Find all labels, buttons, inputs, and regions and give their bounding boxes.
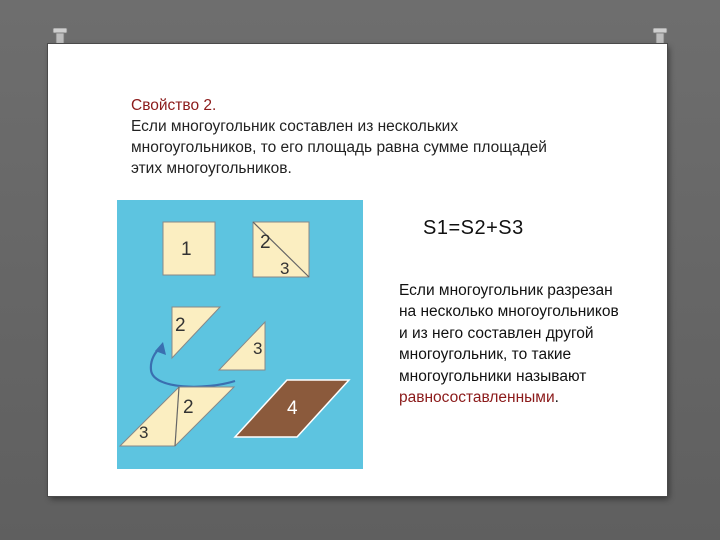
label-parallelogram-4: 4 xyxy=(287,398,298,419)
explanation-period: . xyxy=(554,389,559,407)
label-split-3: 3 xyxy=(280,259,290,278)
explanation-text xyxy=(399,280,629,408)
label-split-2: 2 xyxy=(260,232,271,253)
explanation-term: равносоставленными xyxy=(399,389,555,407)
label-triangle-3: 3 xyxy=(253,339,263,358)
explanation-body: Если многоугольник разрезан на несколько многоугольников и из него составлен другой многоугольник, то такие многоугольники называют xyxy=(399,282,619,385)
property-body xyxy=(131,116,551,179)
decomposition-figure xyxy=(117,200,363,469)
label-triangle-2: 2 xyxy=(175,315,186,336)
label-assembled-2: 2 xyxy=(183,397,194,418)
property-title: Свойство 2. xyxy=(131,97,217,114)
area-formula: S1=S2+S3 xyxy=(423,217,524,239)
property-text xyxy=(131,95,551,179)
property-statement: Если многоугольник составлен из нескольких многоугольников, то его площадь равна сумме площадей этих многоугольников. xyxy=(131,118,547,177)
label-square: 1 xyxy=(181,239,192,260)
label-assembled-3: 3 xyxy=(139,423,149,442)
